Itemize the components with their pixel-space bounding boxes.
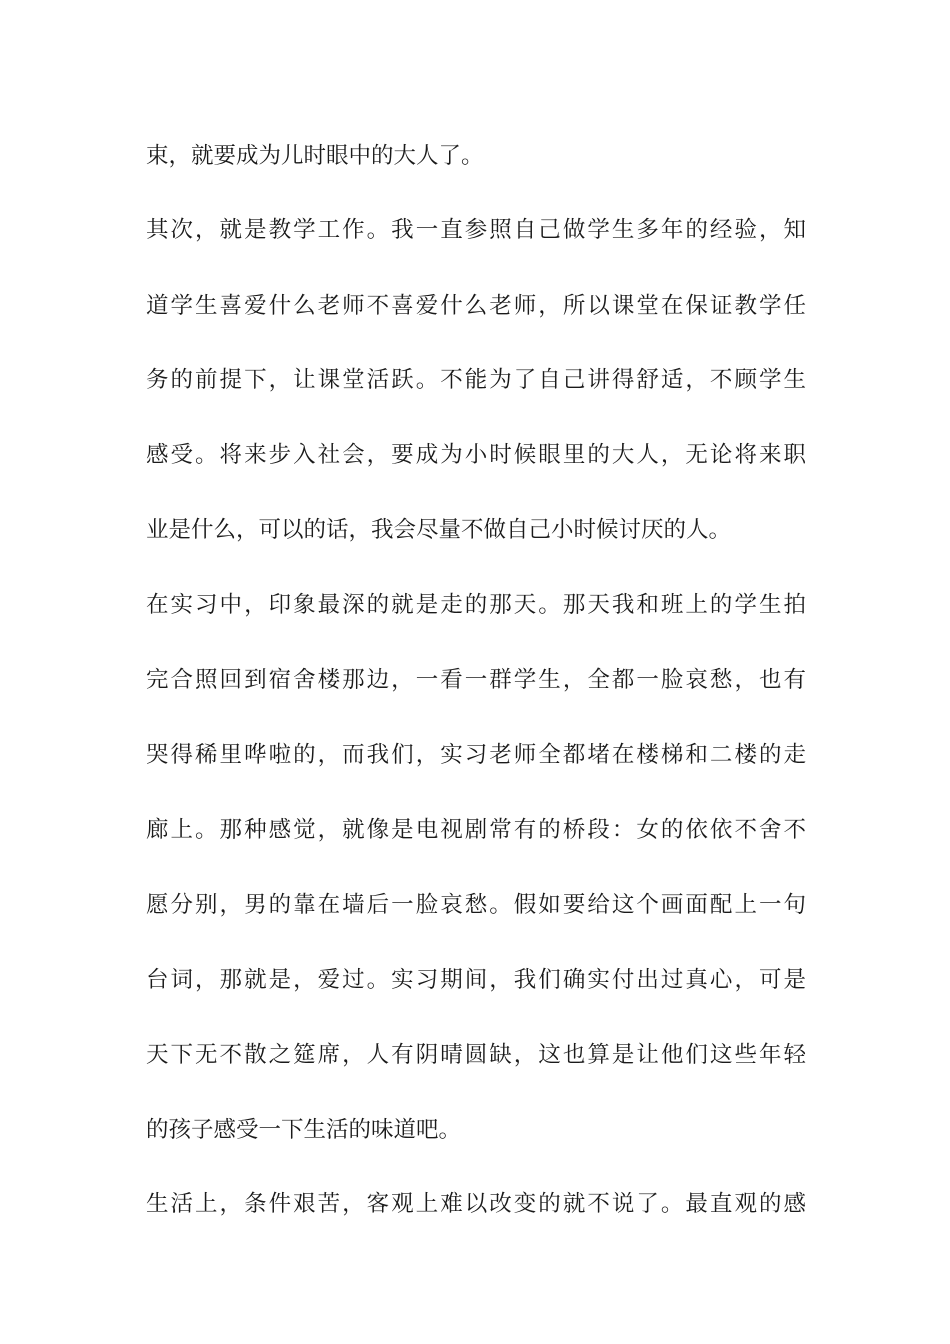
text-line: 生活上，条件艰苦，客观上难以改变的就不说了。最直观的感 [146,1191,806,1217]
text-line: 台词，那就是，爱过。实习期间，我们确实付出过真心，可是 [146,967,806,993]
text-line: 业是什么，可以的话，我会尽量不做自己小时候讨厌的人。 [146,517,732,543]
text-line: 廊上。那种感觉，就像是电视剧常有的桥段：女的依依不舍不 [146,817,806,843]
text-line: 天下无不散之筵席，人有阴晴圆缺，这也算是让他们这些年轻 [146,1042,806,1068]
text-line: 的孩子感受一下生活的味道吧。 [146,1117,462,1143]
text-line: 道学生喜爱什么老师不喜爱什么老师，所以课堂在保证教学任 [146,293,806,319]
text-line: 其次，就是教学工作。我一直参照自己做学生多年的经验，知 [146,217,806,243]
text-line: 哭得稀里哗啦的，而我们，实习老师全都堵在楼梯和二楼的走 [146,742,806,768]
text-line: 务的前提下，让课堂活跃。不能为了自己讲得舒适，不顾学生 [146,367,806,393]
text-line: 感受。将来步入社会，要成为小时候眼里的大人，无论将来职 [146,442,806,468]
text-line: 束，就要成为儿时眼中的大人了。 [146,143,484,169]
text-line: 在实习中，印象最深的就是走的那天。那天我和班上的学生拍 [146,592,806,618]
text-line: 愿分别，男的靠在墙后一脸哀愁。假如要给这个画面配上一句 [146,892,806,918]
text-line: 完合照回到宿舍楼那边，一看一群学生，全都一脸哀愁，也有 [146,667,806,693]
